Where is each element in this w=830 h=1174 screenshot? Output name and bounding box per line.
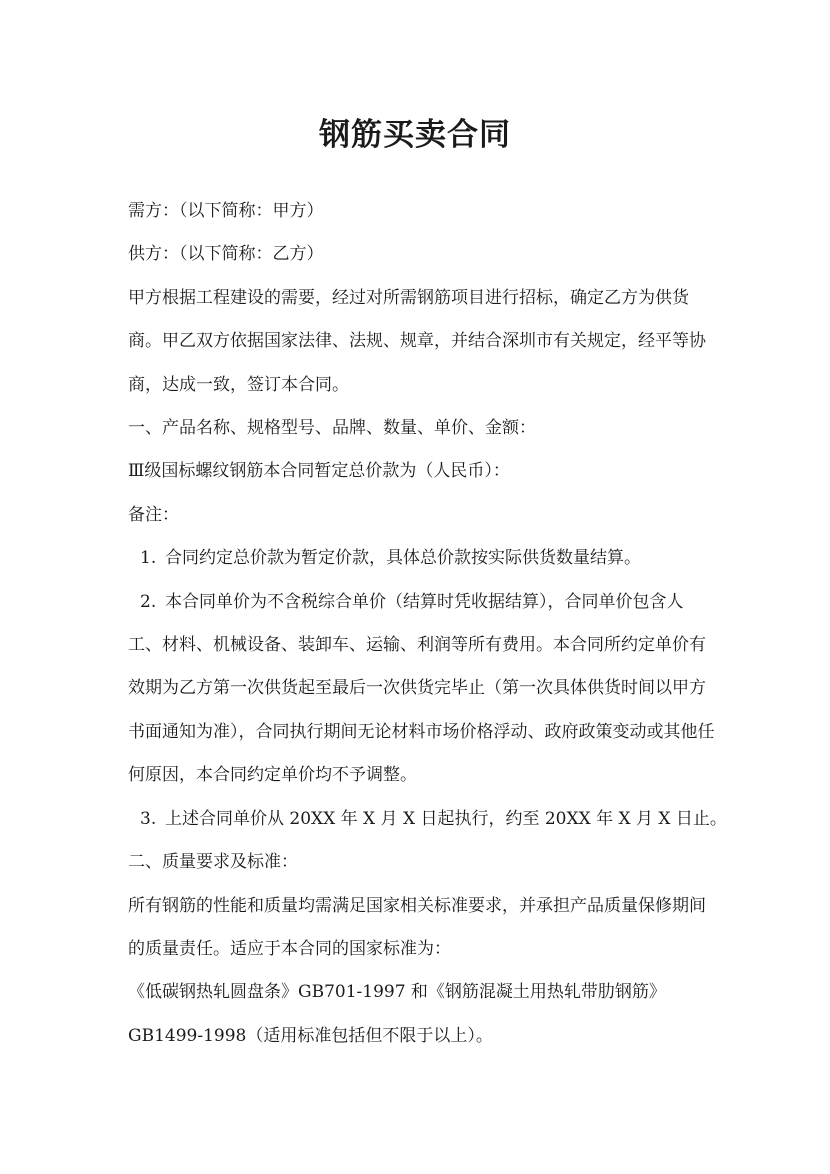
section-2-heading: 二、质量要求及标准： [128, 852, 298, 873]
note-1-text: 合同约定总价款为暂定价款，具体总价款按实际供货数量结算。 [165, 548, 641, 569]
section-1-heading: 一、产品名称、规格型号、品牌、数量、单价、金额： [128, 418, 536, 439]
supplier-line: 供方：（以下简称：乙方） [128, 244, 324, 265]
standards-line-1: 《低碳钢热轧圆盘条》GB701-1997 和《钢筋混凝土用热轧带肋钢筋》 [128, 982, 666, 1003]
quality-line-2: 的质量责任。适应于本合同的国家标准为： [128, 938, 451, 959]
note-1-number: 1. [140, 548, 157, 569]
quality-line-1: 所有钢筋的性能和质量均需满足国家相关标准要求，并承担产品质量保修期间 [128, 895, 706, 916]
price-line: Ⅲ级国标螺纹钢筋本合同暂定总价款为（人民币）： [128, 461, 510, 482]
note-2-cont-4: 何原因，本合同约定单价均不予调整。 [128, 765, 417, 786]
intro-line-2: 商。甲乙双方依据国家法律、法规、规章，并结合深圳市有关规定，经平等协 [128, 331, 706, 352]
note-3-number: 3. [140, 808, 157, 829]
buyer-line: 需方：（以下简称：甲方） [128, 201, 324, 221]
note-1 [128, 537, 703, 580]
note-2-cont-1: 工、材料、机械设备、装卸车、运输、利润等所有费用。本合同所约定单价有 [128, 635, 706, 656]
standards-line-2: GB1499-1998（适用标准包括但不限于以上）。 [128, 1025, 493, 1046]
document-title: 钢筋买卖合同 [319, 117, 511, 153]
document-body [128, 190, 727, 1058]
note-3-text: 上述合同单价从 20XX 年 X 月 X 日起执行，约至 20XX 年 X 月 X 日止。 [165, 808, 727, 829]
note-2-number: 2. [140, 591, 157, 612]
note-2-cont-2: 效期为乙方第一次供货起至最后一次供货完毕止（第一次具体供货时间以甲方 [128, 678, 706, 699]
remarks-heading: 备注： [128, 504, 179, 525]
note-2 [128, 581, 703, 624]
note-3 [128, 798, 727, 841]
intro-line-1: 甲方根据工程建设的需要，经过对所需钢筋项目进行招标，确定乙方为供货 [128, 287, 689, 308]
intro-line-3: 商，达成一致，签订本合同。 [128, 374, 349, 395]
note-2-cont-3: 书面通知为准），合同执行期间无论材料市场价格浮动、政府政策变动或其他任 [128, 721, 715, 742]
note-2-text: 本合同单价为不含税综合单价（结算时凭收据结算），合同单价包含人 [165, 591, 684, 612]
